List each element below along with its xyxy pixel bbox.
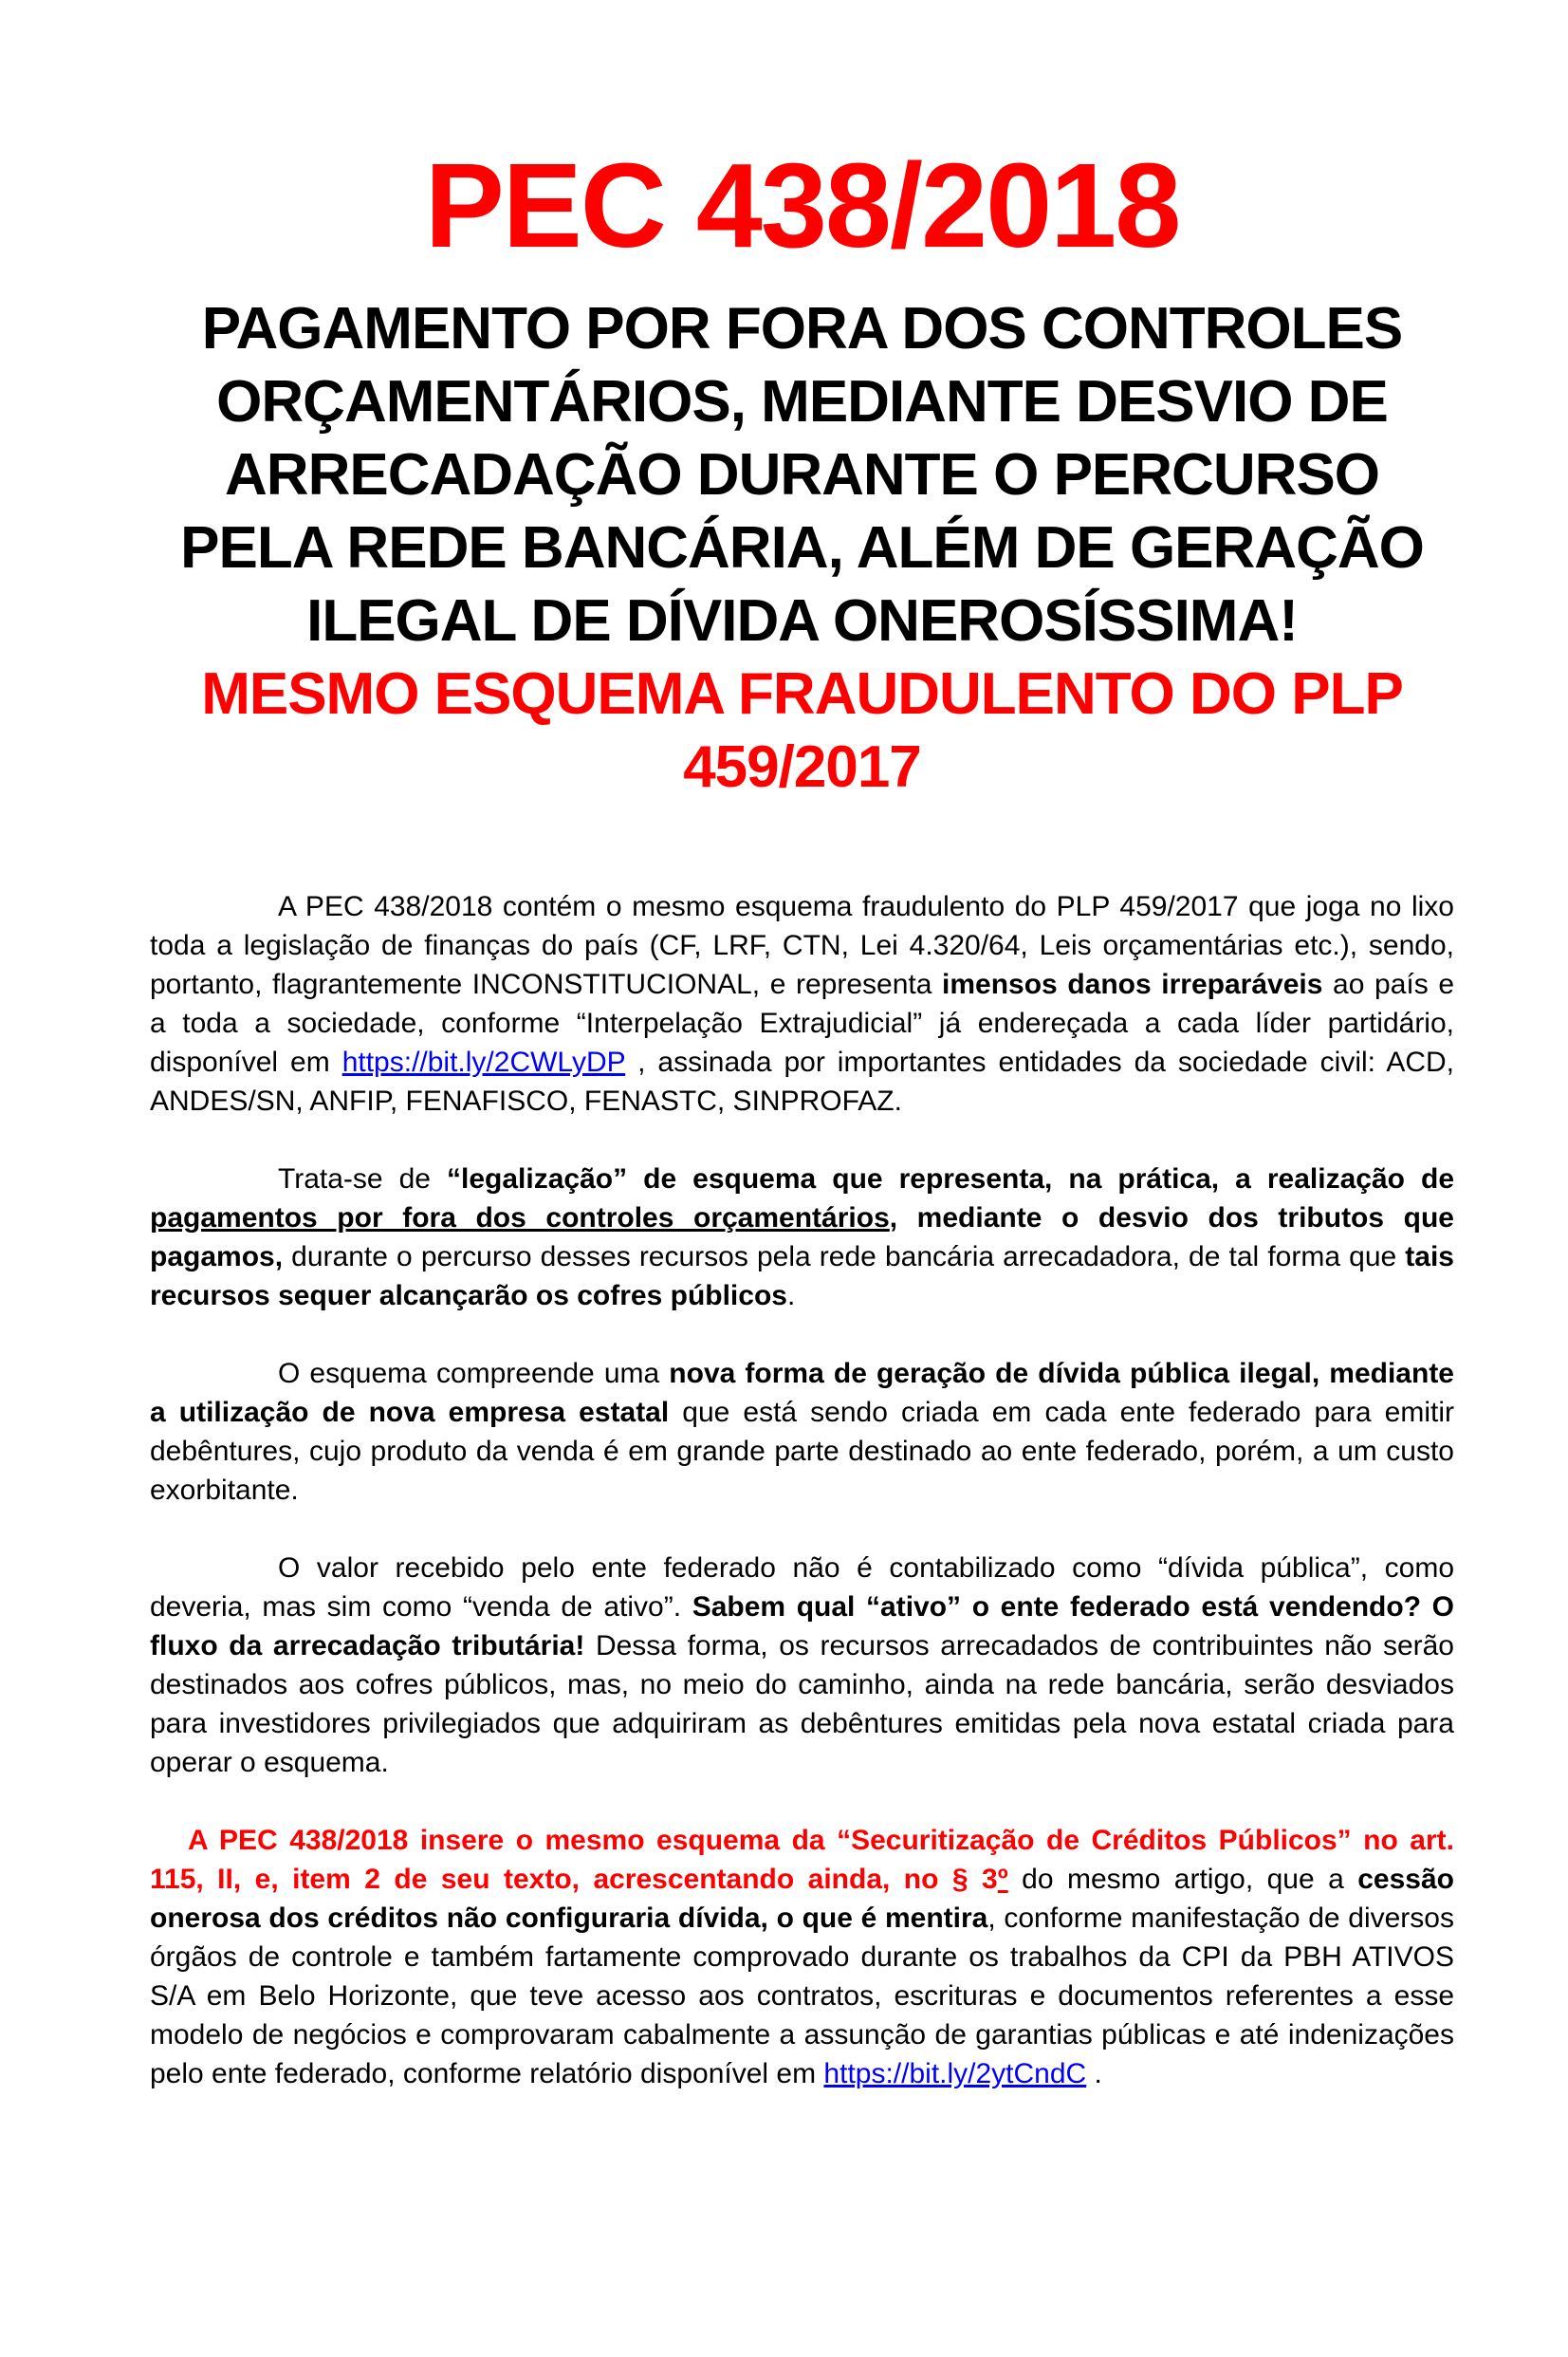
paragraph bbox=[150, 887, 1454, 1121]
subtitle-line: 459/2017 bbox=[683, 733, 921, 800]
subtitle-line: ARRECADAÇÃO DURANTE O PERCURSO bbox=[225, 441, 1379, 508]
text-run: do mesmo artigo, que a bbox=[1007, 1863, 1358, 1895]
paragraph bbox=[150, 1354, 1454, 1510]
text-run: que está sendo criada em cada ente federado para emitir debêntures, cujo produto da venda é em grande parte destinado ao ente federado, porém, a um custo exorbitante. bbox=[150, 1396, 1454, 1506]
text-run: O valor recebido pelo ente federado não é contabilizado como “dívida pública”, como deveria, mas sim como “venda de ativo”. bbox=[150, 1551, 1454, 1623]
text-run: . bbox=[786, 1279, 796, 1311]
text-run: Sabem qual “ativo” o ente federado está vendendo? O fluxo da arrecadação tributária! bbox=[150, 1590, 1454, 1661]
subtitle-line: MESMO ESQUEMA FRAUDULENTO DO PLP bbox=[201, 660, 1403, 727]
document-page bbox=[0, 138, 1568, 2357]
text-run: , assinada por importantes entidades da sociedade civil: ACD, ANDES/SN, ANFIP, FENAFISCO, FENASTC, SINPROFAZ. bbox=[150, 1046, 1454, 1117]
subtitle-line: PAGAMENTO POR FORA DOS CONTROLES bbox=[201, 295, 1403, 362]
text-run: , conforme manifestação de diversos órgãos de controle e também fartamente comprovado durante os trabalhos da CPI da PBH ATIVOS S/A em Belo Horizonte, que teve acesso aos contratos, escrituras e documentos referentes a esse modelo de negócios e comprovaram cabalmente a assunção de garantias públicas e até indenizações pelo ente federado, conforme relatório disponível em bbox=[150, 1902, 1454, 2089]
text-run: A PEC 438/2018 contém o mesmo esquema fraudulento do PLP 459/2017 que joga no lixo toda a legislação de finanças do país (CF, LRF, CTN, Lei 4.320/64, Leis orçamentárias etc.), sendo, portanto, flagrantemente INCONSTITUCIONAL, e representa bbox=[150, 890, 1454, 1000]
paragraph bbox=[150, 1160, 1454, 1315]
text-run: cessão onerosa dos créditos não configuraria dívida, o que é mentira bbox=[150, 1863, 1454, 1934]
text-run: durante o percurso desses recursos pela rede bancária arrecadadora, de tal forma que bbox=[283, 1240, 1406, 1272]
text-run: A PEC 438/2018 insere o mesmo esquema da “Securitização de Créditos Públicos” no art. 115, II, e, item 2 de seu texto, acrescentando ainda, no § 3 bbox=[150, 1824, 1454, 1895]
document-title: PEC 438/2018 bbox=[424, 139, 1180, 272]
text-run: Dessa forma, os recursos arrecadados de contribuintes não serão destinados aos cofres públicos, mas, no meio do caminho, ainda na rede bancária, serão desviados para investidores privilegiados que adquiriram as debêntures emitidas pela nova estatal criada para operar o esquema. bbox=[150, 1629, 1454, 1778]
text-run: Trata-se de bbox=[278, 1162, 448, 1195]
text-run: . bbox=[1086, 2057, 1102, 2089]
text-run: imensos danos irreparáveis bbox=[942, 968, 1323, 1000]
hyperlink[interactable]: https://bit.ly/2ytCndC bbox=[823, 2057, 1087, 2089]
text-run: , mediante o desvio dos tributos que pagamos, bbox=[150, 1201, 1454, 1272]
text-run: pagamentos por fora dos controles orçamentários bbox=[150, 1201, 890, 1234]
document-body bbox=[150, 887, 1454, 2093]
subtitle-line: PELA REDE BANCÁRIA, ALÉM DE GERAÇÃO bbox=[180, 514, 1424, 581]
document-subtitle-red bbox=[150, 658, 1454, 804]
subtitle-line: ORÇAMENTÁRIOS, MEDIANTE DESVIO DE bbox=[216, 368, 1388, 435]
hyperlink[interactable]: https://bit.ly/2CWLyDP bbox=[341, 1046, 626, 1078]
text-run: ao país e a toda a sociedade, conforme “Interpelação Extrajudicial” já endereçada a cada líder partidário, disponível em bbox=[150, 968, 1455, 1078]
document-subtitle-black bbox=[150, 292, 1454, 658]
text-run: nova forma de geração de dívida pública ilegal, mediante a utilização de nova empresa estatal bbox=[150, 1357, 1454, 1428]
text-run: tais recursos sequer alcançarão os cofres públicos bbox=[150, 1240, 1454, 1311]
paragraph bbox=[150, 1549, 1454, 1782]
text-run: º bbox=[997, 1863, 1008, 1895]
subtitle-line: ILEGAL DE DÍVIDA ONEROSÍSSIMA! bbox=[306, 587, 1298, 654]
text-run: O esquema compreende uma bbox=[278, 1357, 670, 1389]
paragraph bbox=[150, 1821, 1454, 2093]
text-run: “legalização” de esquema que representa, na prática, a realização de bbox=[447, 1162, 1455, 1195]
